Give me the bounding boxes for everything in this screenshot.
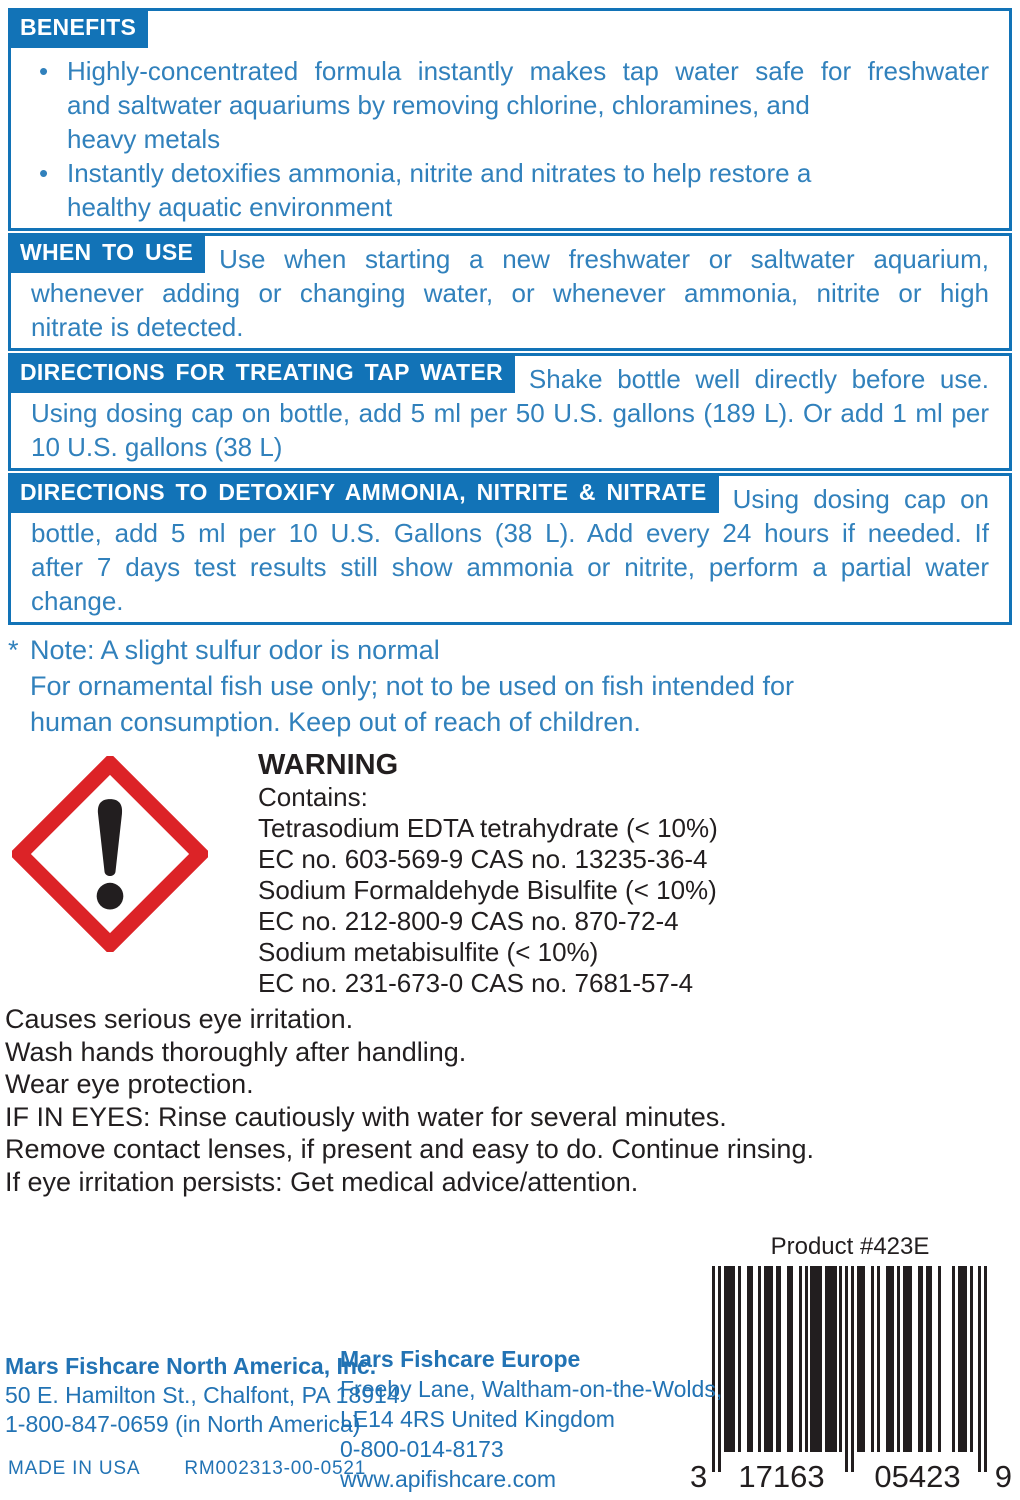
- company-website: www.apifishcare.com: [340, 1466, 557, 1492]
- barcode-bars: [712, 1266, 988, 1472]
- made-in-row: [8, 1458, 366, 1480]
- safety-line: Wash hands thoroughly after handling.: [5, 1036, 467, 1067]
- company-name: Mars Fishcare Europe: [340, 1346, 581, 1372]
- company-address: Freeby Lane, Waltham-on-the-Wolds,: [340, 1376, 723, 1402]
- warning-text-block: [258, 748, 718, 999]
- text-line: Using dosing cap on bottle, add 5 ml per 50 U.S. gallons (189 L). Or add 1 ml per: [31, 398, 989, 428]
- text-line: and saltwater aquariums by removing chlorine, chloramines, and: [67, 90, 810, 120]
- benefits-bullet-list: [31, 54, 989, 224]
- text-line: Using dosing cap on: [732, 484, 989, 514]
- text-line: Shake bottle well directly before use.: [528, 364, 989, 394]
- company-phone: 1-800-847-0659 (in North America): [5, 1411, 361, 1437]
- warning-section: [0, 746, 1020, 1002]
- text-line: healthy aquatic environment: [67, 192, 393, 222]
- benefit-item: [31, 156, 989, 224]
- safety-line: IF IN EYES: Rinse cautiously with water for several minutes.: [5, 1101, 727, 1132]
- benefits-box: [8, 8, 1012, 231]
- detoxify-header: DIRECTIONS TO DETOXIFY AMMONIA, NITRITE & NITRATE: [8, 473, 719, 513]
- lot-code: RM002313-00-0521: [184, 1458, 367, 1479]
- treating-tap-water-box: [8, 353, 1012, 471]
- bullet-dot: •: [39, 158, 49, 188]
- benefit-item: [31, 54, 989, 156]
- text-line: 10 U.S. gallons (38 L): [31, 432, 283, 462]
- safety-line: If eye irritation persists: Get medical advice/attention.: [5, 1166, 639, 1197]
- warning-title: WARNING: [258, 749, 399, 781]
- product-number: Product #423E: [770, 1233, 930, 1260]
- text-line: whenever adding or changing water, or whenever ammonia, nitrite or high: [31, 278, 989, 308]
- text-line: Highly-concentrated formula instantly makes tap water safe for freshwater: [67, 56, 989, 86]
- company-name: Mars Fishcare North America, Inc.: [5, 1353, 377, 1379]
- barcode-block: [688, 1233, 1012, 1494]
- ingredient-line: Sodium Formaldehyde Bisulfite (< 10%): [258, 875, 717, 905]
- barcode-digit-check: 9: [994, 1459, 1012, 1494]
- ingredient-line: EC no. 231-673-0 CAS no. 7681-57-4: [258, 968, 694, 998]
- company-address: 50 E. Hamilton St., Chalfont, PA 18914: [5, 1382, 400, 1408]
- text-line: after 7 days test results still show ammonia or nitrite, perform a partial water: [31, 552, 989, 582]
- company-address: LE14 4RS United Kingdom: [340, 1406, 615, 1432]
- text-line: For ornamental fish use only; not to be used on fish intended for: [30, 671, 794, 701]
- treating-tap-water-header: DIRECTIONS FOR TREATING TAP WATER: [8, 353, 515, 393]
- made-in-label: MADE IN USA: [8, 1458, 141, 1479]
- contains-label: Contains:: [258, 782, 368, 812]
- upc-barcode: [690, 1266, 1012, 1494]
- ingredient-line: Sodium metabisulfite (< 10%): [258, 937, 599, 967]
- text-line: change.: [31, 586, 124, 616]
- text-line: bottle, add 5 ml per 10 U.S. Gallons (38 L). Add every 24 hours if needed. If: [31, 518, 989, 548]
- asterisk-marker: *: [8, 635, 19, 665]
- ingredient-line: Tetrasodium EDTA tetrahydrate (< 10%): [258, 813, 718, 843]
- bullet-dot: •: [39, 56, 49, 86]
- ghs-exclamation-icon: [12, 756, 208, 952]
- text-line: human consumption. Keep out of reach of children.: [30, 707, 641, 737]
- note-text: [30, 632, 794, 740]
- text-line: Note: A slight sulfur odor is normal: [30, 635, 440, 665]
- barcode-digits-left: 17163: [738, 1459, 825, 1494]
- company-europe: [340, 1344, 722, 1494]
- text-line: Use when starting a new freshwater or saltwater aquarium,: [219, 244, 989, 274]
- safety-line: Wear eye protection.: [5, 1069, 254, 1099]
- safety-line: Remove contact lenses, if present and easy to do. Continue rinsing.: [5, 1134, 814, 1164]
- text-line: nitrate is detected.: [31, 312, 244, 342]
- directions-boxes: [8, 8, 1012, 625]
- text-line: heavy metals: [67, 124, 221, 154]
- company-phone: 0-800-014-8173: [340, 1436, 504, 1462]
- note-section: [8, 632, 794, 740]
- barcode-digit-lead: 3: [690, 1459, 708, 1494]
- when-to-use-box: [8, 233, 1012, 351]
- detoxify-box: [8, 473, 1012, 625]
- when-to-use-header: WHEN TO USE: [8, 233, 205, 273]
- safety-statements: [5, 1003, 814, 1198]
- safety-line: Causes serious eye irritation.: [5, 1004, 354, 1034]
- text-line: Instantly detoxifies ammonia, nitrite and nitrates to help restore a: [67, 158, 812, 188]
- benefits-header: BENEFITS: [8, 8, 148, 48]
- ingredient-line: EC no. 603-569-9 CAS no. 13235-36-4: [258, 844, 708, 874]
- ingredient-line: EC no. 212-800-9 CAS no. 870-72-4: [258, 906, 679, 936]
- barcode-digits-right: 05423: [874, 1459, 961, 1494]
